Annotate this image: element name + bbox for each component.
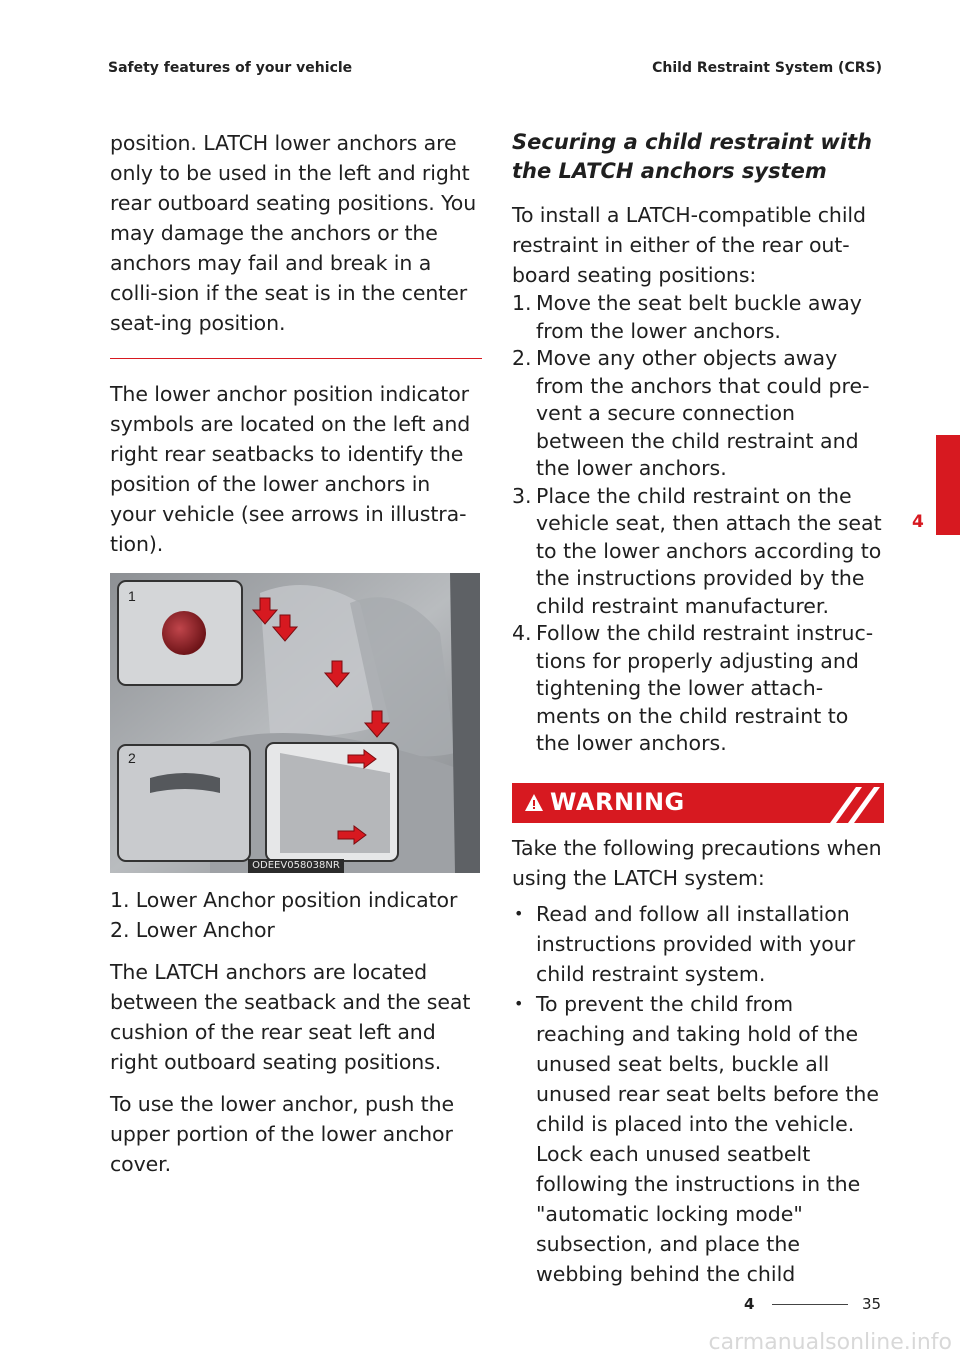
bullet-icon: • bbox=[514, 903, 524, 923]
install-step bbox=[512, 345, 884, 483]
footer-chapter-number: 4 bbox=[744, 1295, 755, 1313]
precaution-item bbox=[512, 989, 884, 1289]
site-watermark: carmanualsonline.info bbox=[708, 1330, 952, 1355]
inset-label-1: 1 bbox=[128, 588, 136, 604]
install-steps-list bbox=[512, 290, 884, 758]
figure-legend bbox=[110, 885, 482, 945]
warning-precautions-list bbox=[512, 899, 884, 1289]
running-header-chapter: Child Restraint System (CRS) bbox=[652, 60, 882, 76]
precaution-text: To prevent the child from reaching and taking hold of the unused seat belts, buckle all unused rear seat belts before the child is placed into the vehicle. Lock each unused seatbelt following the instructions in the "automatic locking mode" subsection, and place the webbing behind the child bbox=[536, 991, 879, 1286]
chapter-tab-number: 4 bbox=[912, 512, 924, 532]
step-number: 1. bbox=[512, 291, 532, 315]
section-divider bbox=[110, 358, 482, 359]
paragraph-anchor-location: The LATCH anchors are located between the seatback and the seat cushion of the rear seat left and right outboard seating positions. bbox=[110, 960, 471, 1074]
paragraph-anchor-cover: To use the lower anchor, push the upper portion of the lower anchor cover. bbox=[110, 1092, 454, 1176]
paragraph-indicator-symbols: The lower anchor position indicator symbols are located on the left and right rear seatbacks to identify the position of the lower anchors in your vehicle (see arrows in illustra-tion). bbox=[110, 382, 471, 556]
paragraph-latch-positions: position. LATCH lower anchors are only to be used in the left and right rear outboard seating positions. You may damage the anchors or the anchors may fail and break in a colli-sion if the seat is in the center seat-ing position. bbox=[110, 131, 477, 335]
bullet-icon: • bbox=[514, 993, 524, 1013]
step-text: Move the seat belt buckle away from the lower anchors. bbox=[536, 291, 862, 343]
warning-label: WARNING bbox=[550, 787, 685, 816]
footer-page-number: 35 bbox=[862, 1295, 882, 1313]
left-column bbox=[110, 128, 482, 1179]
section-subheading: Securing a child restraint with the LATCH anchors system bbox=[512, 130, 872, 183]
step-text: Place the child restraint on the vehicle seat, then attach the seat to the lower anchors according to the instructions provided by the child restraint manufacturer. bbox=[536, 483, 882, 618]
inset-label-2: 2 bbox=[128, 750, 136, 766]
lower-anchor-illustration bbox=[110, 573, 480, 873]
warning-stripes bbox=[824, 783, 884, 823]
chapter-tab-marker bbox=[936, 435, 960, 535]
warning-banner bbox=[512, 783, 884, 823]
right-column bbox=[512, 128, 884, 1289]
illustration-code: ODEEV058038NR bbox=[248, 859, 344, 873]
paragraph-install-intro: To install a LATCH-compatible child restraint in either of the rear out-board seating positions: bbox=[512, 203, 866, 287]
running-header-section: Safety features of your vehicle bbox=[108, 60, 353, 76]
warning-triangle-icon bbox=[524, 793, 544, 813]
step-text: Follow the child restraint instruc-tions for properly adjusting and tightening the lower attach-ments on the child restraint to the lower anchors. bbox=[536, 621, 874, 755]
step-number: 2. bbox=[512, 346, 532, 370]
figure-legend-item: 2. Lower Anchor bbox=[110, 918, 275, 942]
warning-intro: Take the following precautions when using the LATCH system: bbox=[512, 835, 882, 890]
step-number: 4. bbox=[512, 621, 532, 645]
rear-seat-illustration bbox=[110, 573, 480, 873]
install-step bbox=[512, 483, 884, 621]
precaution-text: Read and follow all installation instructions provided with your child restraint system. bbox=[536, 901, 856, 986]
install-step bbox=[512, 620, 884, 758]
step-text: Move any other objects away from the anchors that could pre-vent a secure connection between the child restraint and the lower anchors. bbox=[536, 346, 870, 480]
figure-legend-item: 1. Lower Anchor position indicator bbox=[110, 888, 458, 912]
precaution-item bbox=[512, 899, 884, 989]
install-step bbox=[512, 290, 884, 345]
footer-rule bbox=[772, 1304, 848, 1305]
step-number: 3. bbox=[512, 483, 532, 508]
